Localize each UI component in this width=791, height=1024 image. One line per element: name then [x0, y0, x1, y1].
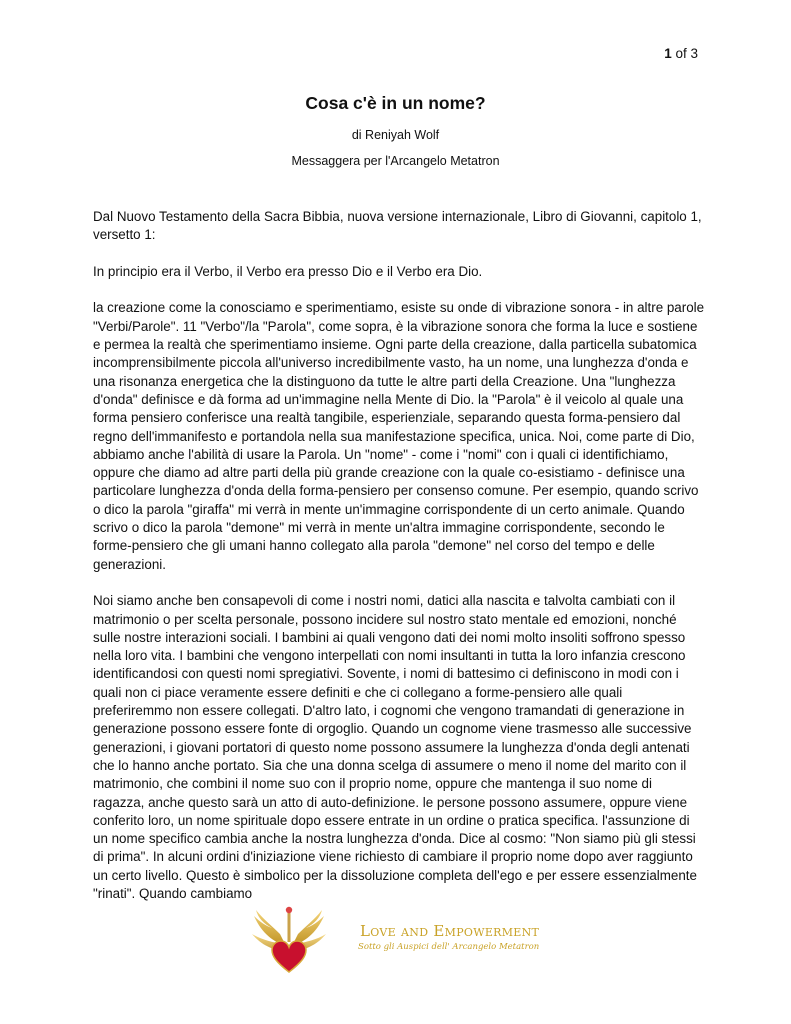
- paragraph-names: Noi siamo anche ben consapevoli di come i nostri nomi, datici alla nascita e talvolta cambiati con il matrimonio o per scelta personale, possono incidere sul nostro stato mentale ed emozioni, nonché sulle nostre interazioni sociali. I bambini ai quali vengono dati dei nomi molto insoliti soffrono spesso nella loro vita. I bambini che vengono interpellati con nomi insultanti in tutta la loro infanzia crescono identificandosi con questi nomi spregiativi. Soventе, i nomi di battesimo ci definiscono in modi con i quali non ci piace veramente essere definiti e che ci collegano a forme-pensiero alle quali preferiremmo non essere collegati. D'altro lato, i cognomi che vengono tramandati di generazione in generazione possono essere fonte di orgoglio. Quando un cognome viene trasmesso alle successive generazioni, i giovani portatori di questo nome possono assumere la lunghezza d'onda degli antenati che lo hanno anche portato. Sia che una donna scelga di assumere o meno il nome del marito con il matrimonio, che combini il nome suo con il proprio nome, oppure che mantenga il suo nome di ragazza, anche questo sarà un atto di auto-definizione. le persone possono assumere, oppure viene conferito loro, un nome spirituale dopo essere entrate in un ordine o pratica specifica. l'assunzione di un nome specifico cambia anche la nostra lunghezza d'onda. Dice al cosmo: "Non siamo più gli stessi di prima". In alcuni ordini d'iniziazione viene richiesto di cambiare il proprio nome dopo aver raggiunto un certo livello. Questo è simbolico per la dissoluzione completa dell'ego e per essere essenzialmente "rinati". Quando cambiamo: [93, 593, 697, 901]
- author-line: di Reniyah Wolf: [351, 128, 440, 142]
- brand-name: Love and Empowerment: [360, 922, 540, 940]
- document-title: Cosa c'è in un nome?: [305, 93, 486, 113]
- paragraph-quote: In principio era il Verbo, il Verbo era presso Dio e il Verbo era Dio.: [93, 263, 483, 279]
- winged-heart-icon: [248, 904, 330, 976]
- page-current: 1: [664, 46, 672, 61]
- author-role: Messaggera per l'Arcangelo Metatron: [291, 154, 500, 168]
- brand-tagline: Sotto gli Auspici dell' Arcangelo Metatron: [358, 942, 540, 952]
- page-total: 3: [690, 46, 698, 61]
- document-body: [93, 208, 705, 922]
- paragraph-intro: Dal Nuovo Testamento della Sacra Bibbia, nuova versione internazionale, Libro di Giovanni, capitolo 1, versetto 1:: [93, 209, 702, 243]
- page-number: [664, 46, 698, 61]
- page-separator: of: [671, 46, 691, 61]
- paragraph-creation: la creazione come la conosciamo e sperimentiamo, esiste su onde di vibrazione sonora - in altre parole "Verbi/Parole". 11 "Verbo"/la "Parola", come sopra, è la vibrazione sonora che forma la luce e sostiene e permea la realtà che sperimentiamo insieme. Ogni parte della creazione, dalla particella subatomica incomprensibilmente piccola all'universo incredibilmente vasto, ha un nome, una lunghezza d'onda e una risonanza energetica che la distinguono da tutte le altre parti della Creazione. Una "lunghezza d'onda" definisce e dà forma ad un'immagine nella Mente di Dio. la "Parola" è il veicolo al quale una forma pensiero conferisce una realtà tangibile, esperienziale, separando questa forma-pensiero dal regno dell'immanifesto e portandola nella sua manifestazione specifica, unica. Noi, come parte di Dio, abbiamo anche l'abilità di usare la Parola. Un "nome" - come i "nomi" con i quali ci identifichiamo, oppure che diamo ad altre parti della più grande creazione con la quale co-esistiamo - definisce una particolare lunghezza d'onda della forma-pensiero per consenso comune. Per esempio, quando scrivo o dico la parola "giraffa" mi verrà in mente un'immagine corrispondente di un certo animale. Quando scrivo o dico la parola "demone" mi verrà in mente un'altra immagine corrispondente, secondo le forme-pensiero che gli umani hanno collegato alla parola "demone" nel corso del tempo e delle generazioni.: [93, 300, 705, 572]
- footer-logo: [248, 904, 568, 976]
